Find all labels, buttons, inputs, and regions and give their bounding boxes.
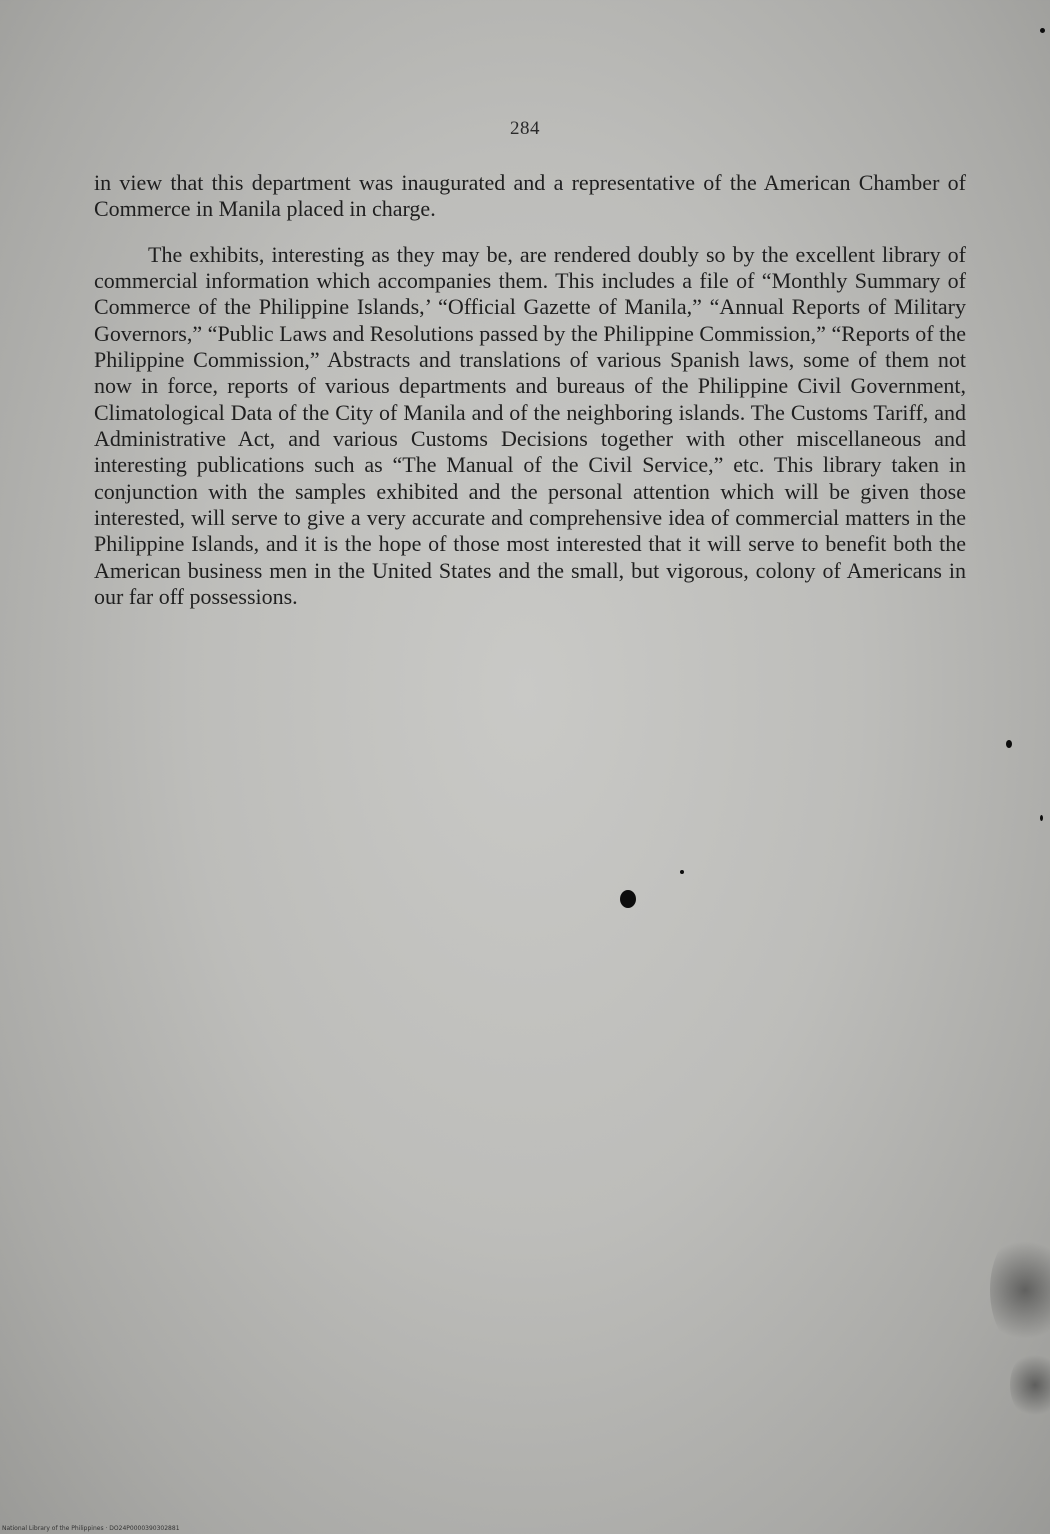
archive-stamp: National Library of the Philippines · DO24P0000390302881 bbox=[2, 1525, 180, 1532]
ink-dot bbox=[680, 870, 684, 874]
page-number: 284 bbox=[510, 118, 540, 139]
edge-smudge bbox=[990, 1230, 1050, 1350]
paragraph-2: The exhibits, interesting as they may be, are rendered doubly so by the excellent library of commercial information which accompanies them. This includes a file of “Monthly Summary of Commerce of the Philippine Islands,’ “Official Gazette of Manila,” “Annual Reports of Military Governors,” “Public Laws and Resolutions passed by the Philippine Commission,” “Reports of the Philippine Commission,” Abstracts and translations of various Spanish laws, some of them not now in force, reports of various departments and bureaus of the Philippine Civil Government, Climatological Data of the City of Manila and of the neighboring islands. The Customs Tariff, and Administrative Act, and various Customs Decisions together with other miscellaneous and interesting publications such as “The Manual of the Civil Service,” etc. This library taken in conjunction with the samples exhibited and the personal attention which will be given those interested, will serve to give a very accurate and comprehensive idea of commercial matters in the Philippine Islands, and it is the hope of those most interested that it will serve to benefit both the American business men in the United States and the small, but vigorous, colony of Americans in our far off possessions. bbox=[94, 241, 966, 610]
edge-smudge bbox=[1010, 1350, 1050, 1420]
paragraph-1: in view that this department was inaugurated and a representative of the American Chamber of Commerce in Manila placed in charge. bbox=[94, 170, 966, 222]
ink-dot bbox=[1006, 740, 1012, 748]
ink-dot bbox=[1040, 28, 1045, 33]
body-text bbox=[94, 170, 966, 611]
ink-spot bbox=[620, 890, 636, 908]
ink-dot bbox=[1040, 815, 1043, 821]
